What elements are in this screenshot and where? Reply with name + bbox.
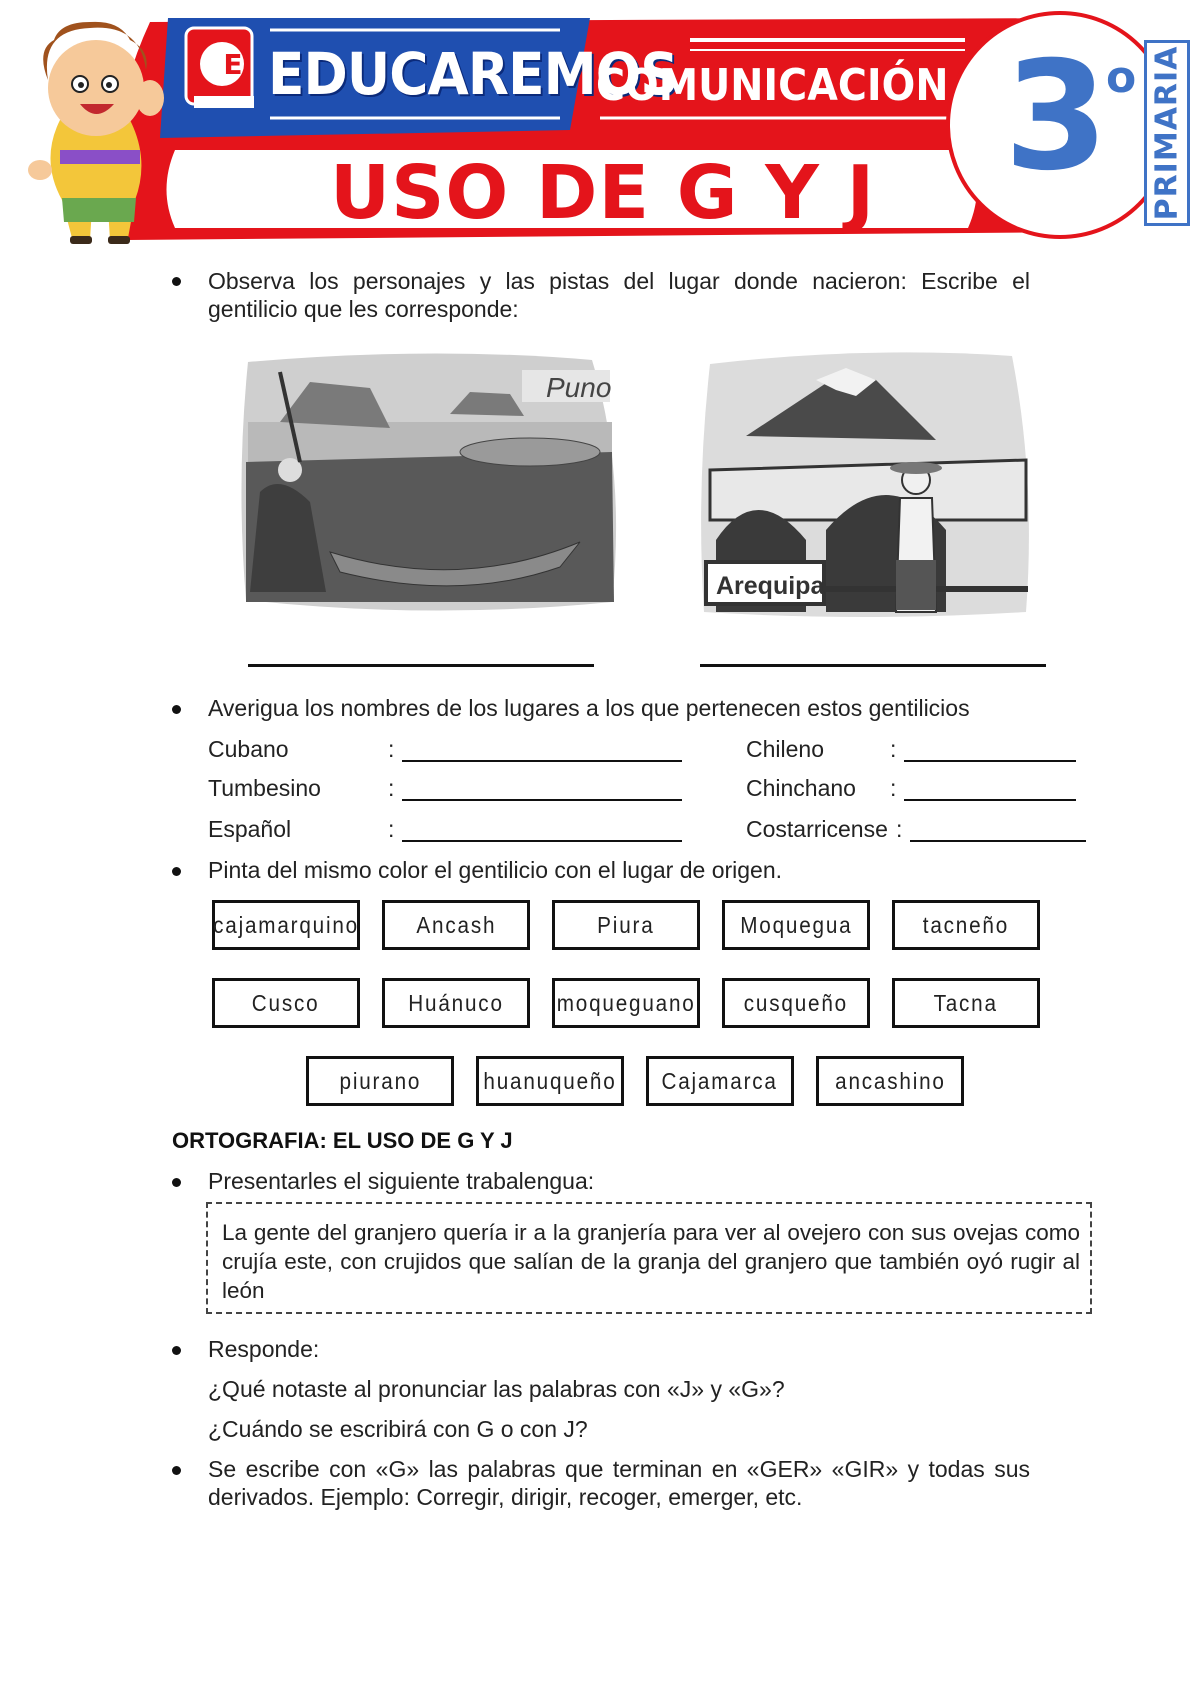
- word-box[interactable]: [552, 900, 700, 950]
- bullet-icon: [172, 277, 181, 286]
- rule-text: Se escribe con «G» las palabras que terminan en «GER» «GIR» y todas sus derivados. Ejemplo: Corregir, dirigir, recoger, emerger, etc.: [208, 1456, 1030, 1510]
- word-box[interactable]: [382, 978, 530, 1028]
- logo-letter: E: [223, 48, 243, 81]
- answer-field-costarricense[interactable]: [910, 840, 1086, 842]
- word-label: Tacna: [933, 989, 999, 1016]
- separator: :: [890, 736, 897, 762]
- question-2: ¿Cuándo se escribirá con G o con J?: [208, 1416, 588, 1442]
- gentilicio-label: Costarricense: [746, 816, 888, 842]
- word-label: cajamarquino: [213, 911, 359, 938]
- answer-line-puno[interactable]: [248, 664, 594, 667]
- brand-name: EDUCAREMOS: [268, 40, 678, 108]
- separator: :: [388, 816, 395, 842]
- word-box[interactable]: [722, 978, 870, 1028]
- tongue-twister-box: [206, 1202, 1092, 1314]
- intro-trabalengua: Presentarles el siguiente trabalengua:: [208, 1168, 595, 1194]
- answer-field-cubano[interactable]: [402, 760, 682, 762]
- word-label: Cusco: [252, 989, 320, 1016]
- tongue-twister-text: La gente del granjero quería ir a la granjería para ver al ovejero con sus ovejas como crujía este, con crujidos que salían de la granja del granjero que también oyó rugir al león: [222, 1220, 1080, 1303]
- caption-puno: Puno: [546, 372, 612, 403]
- gentilicio-label: Chileno: [746, 736, 824, 762]
- word-box[interactable]: [646, 1056, 794, 1106]
- gentilicio-label: Español: [208, 816, 292, 842]
- word-label: ancashino: [834, 1067, 946, 1094]
- answer-field-espanol[interactable]: [402, 840, 682, 842]
- word-label: Piura: [597, 911, 655, 938]
- word-label: cusqueño: [743, 989, 849, 1016]
- word-label: Cajamarca: [661, 1067, 779, 1094]
- word-label: Huánuco: [408, 989, 504, 1016]
- word-box[interactable]: [816, 1056, 964, 1106]
- word-box[interactable]: [722, 900, 870, 950]
- grade-ordinal: o: [1106, 52, 1137, 103]
- word-box[interactable]: [892, 978, 1040, 1028]
- bullet-icon: [172, 1466, 181, 1475]
- bullet-icon: [172, 1178, 181, 1187]
- word-box[interactable]: [892, 900, 1040, 950]
- answer-field-tumbesino[interactable]: [402, 799, 682, 801]
- word-label: piurano: [339, 1067, 421, 1094]
- instruction-gentilicio: Observa los personajes y las pistas del lugar donde nacieron: Escribe el gentilicio que les corresponde:: [208, 268, 1030, 322]
- word-label: Moquegua: [739, 911, 853, 938]
- word-label: moqueguano: [556, 989, 696, 1016]
- answer-field-chinchano[interactable]: [904, 799, 1076, 801]
- word-box[interactable]: [306, 1056, 454, 1106]
- word-box[interactable]: [382, 900, 530, 950]
- word-box[interactable]: [212, 978, 360, 1028]
- word-label: tacneño: [922, 911, 1010, 938]
- word-box[interactable]: [552, 978, 700, 1028]
- separator: :: [388, 775, 395, 801]
- word-box[interactable]: [212, 900, 360, 950]
- separator: :: [896, 816, 903, 842]
- question-1: ¿Qué notaste al pronunciar las palabras con «J» y «G»?: [208, 1376, 785, 1402]
- answer-field-chileno[interactable]: [904, 760, 1076, 762]
- instruction-pinta: Pinta del mismo color el gentilicio con el lugar de origen.: [208, 857, 783, 883]
- caption-arequipa: Arequipa: [716, 572, 825, 600]
- gentilicio-label: Cubano: [208, 736, 289, 762]
- bullet-icon: [172, 705, 181, 714]
- page-title: USO DE G Y J: [330, 150, 876, 236]
- separator: :: [388, 736, 395, 762]
- image-arequipa: [696, 350, 1038, 620]
- gentilicio-label: Chinchano: [746, 775, 856, 801]
- answer-line-arequipa[interactable]: [700, 664, 1046, 667]
- section-title-ortografia: ORTOGRAFIA: EL USO DE G Y J: [172, 1128, 513, 1153]
- level-label: PRIMARIA: [1149, 45, 1185, 221]
- separator: :: [890, 775, 897, 801]
- word-label: Ancash: [416, 911, 496, 938]
- instruction-lugares: Averigua los nombres de los lugares a los que pertenecen estos gentilicios: [208, 695, 970, 721]
- respond-label: Responde:: [208, 1336, 320, 1362]
- subject-name: COMUNICACIÓN: [596, 60, 949, 111]
- grade-number: 3: [1004, 30, 1109, 204]
- level-label-box: [1144, 40, 1190, 226]
- image-puno: [240, 352, 628, 614]
- gentilicio-label: Tumbesino: [208, 775, 321, 801]
- word-box[interactable]: [476, 1056, 624, 1106]
- bullet-icon: [172, 1346, 181, 1355]
- word-label: huanuqueño: [483, 1067, 617, 1094]
- bullet-icon: [172, 867, 181, 876]
